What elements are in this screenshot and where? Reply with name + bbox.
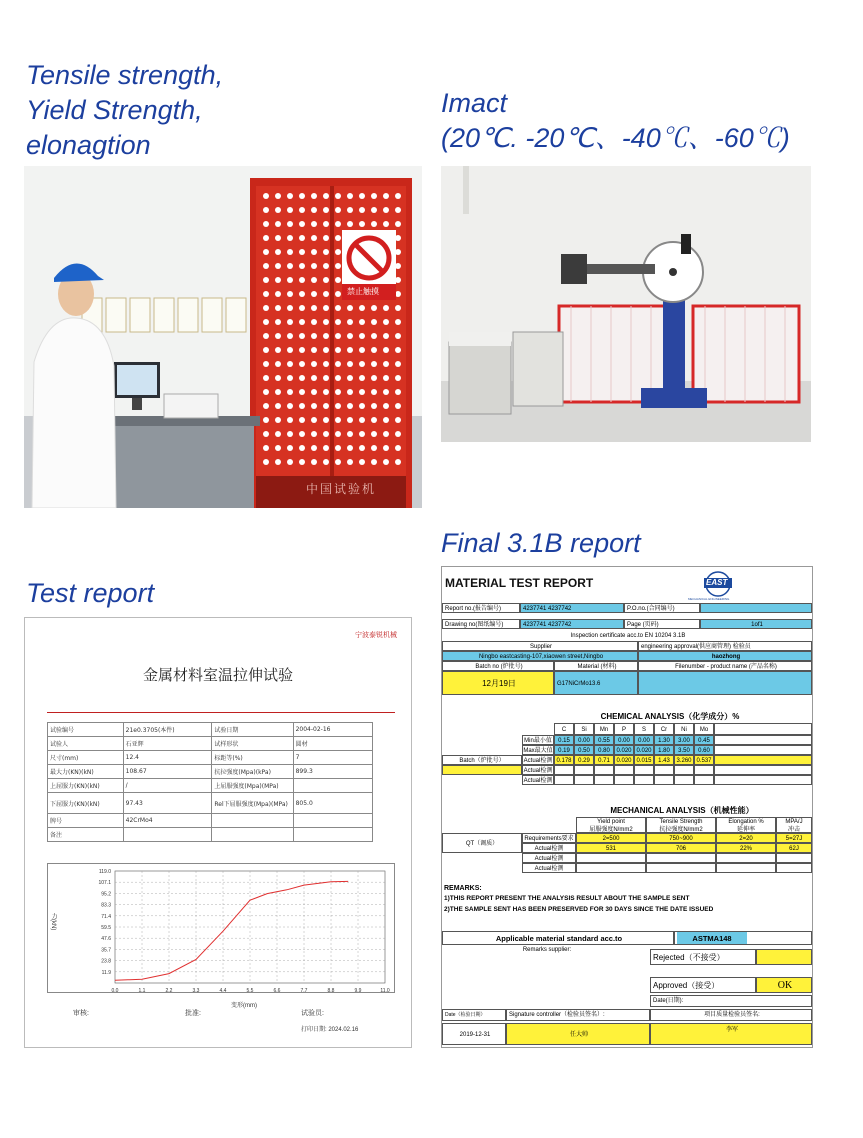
- chem-element-header: C: [554, 723, 574, 735]
- chem-value-cell: 0.29: [574, 755, 594, 765]
- date-value: 2019-12-31: [442, 1023, 506, 1045]
- chem-value-cell: [634, 775, 654, 785]
- report-title: 金属材料室温拉伸试验: [143, 666, 294, 684]
- mech-value-cell: 62J: [776, 843, 812, 853]
- chem-element-header: S: [634, 723, 654, 735]
- sign-text: 禁止触摸: [347, 287, 379, 296]
- chart-y-tick: 35.7: [101, 947, 111, 954]
- material-test-report: [441, 566, 813, 1048]
- mech-value-cell: 2=20: [716, 833, 776, 843]
- chem-value-cell: 3.50: [674, 745, 694, 755]
- rejected-value: [756, 949, 812, 965]
- footer-tester: 试验员:: [301, 1010, 324, 1017]
- chem-row-label: Actual检测: [522, 765, 554, 775]
- report-table-cell: 试验编号: [48, 723, 124, 737]
- chem-value-cell: 0.537: [694, 755, 714, 765]
- page-label: Page (页码): [624, 619, 700, 629]
- chem-value-cell: 0.00: [574, 735, 594, 745]
- chem-value-cell: 0.55: [594, 735, 614, 745]
- heading-tensile: Tensile strength, Yield Strength, elonagtion: [26, 60, 224, 160]
- chem-value-cell: 0.19: [554, 745, 574, 755]
- report-table-cell: Rel下屈服强度(Mpa)(MPa): [212, 793, 293, 814]
- report-table-row: [48, 828, 373, 842]
- applicable-standard-value: [674, 931, 812, 945]
- approval-value: haozhong: [638, 651, 812, 661]
- chem-value-cell: [594, 765, 614, 775]
- chemical-analysis-table: [442, 723, 812, 801]
- report-table-cell: 试样形状: [212, 737, 293, 751]
- photo-tensile-lab: [24, 166, 422, 508]
- chem-value-cell: 3.00: [674, 735, 694, 745]
- batch-label: Batch no (炉批号): [442, 661, 554, 671]
- print-date: 打印日期: 2024.02.16: [301, 1027, 359, 1033]
- report-table-cell: 108.67: [123, 765, 212, 779]
- applicable-standard-label: Applicable material standard acc.to: [442, 931, 674, 945]
- chart-x-tick: 7.7: [300, 988, 308, 994]
- chem-value-cell: 0.020: [614, 755, 634, 765]
- mech-header: Yield point 屈服强度N/mm2: [576, 817, 646, 833]
- chem-row-blank: [714, 765, 812, 775]
- report-table-row: [48, 779, 373, 793]
- remarks-supplier: Remarks supplier:: [522, 947, 572, 953]
- chem-value-cell: 0.60: [694, 745, 714, 755]
- chem-value-cell: [694, 765, 714, 775]
- chem-row-label: Actual检测: [522, 775, 554, 785]
- mech-header: Elongation % 延伸率: [716, 817, 776, 833]
- impact-lab-illustration: [441, 166, 811, 442]
- mech-value-cell: [646, 863, 716, 873]
- chem-row-label: Actual检测: [522, 755, 554, 765]
- report-table-cell: 抗拉强度(Mpa)(kPa): [212, 765, 293, 779]
- chart-x-tick: 2.2: [165, 988, 173, 994]
- report-table-cell: 标距等(%): [212, 751, 293, 765]
- report-table-cell: [123, 828, 212, 842]
- chem-value-cell: [554, 765, 574, 775]
- mechanical-analysis-table: [442, 817, 812, 887]
- heading-test-report: Test report: [26, 578, 155, 608]
- mech-value-cell: 706: [646, 843, 716, 853]
- chem-value-cell: 3.260: [674, 755, 694, 765]
- tensile-test-report: [24, 617, 412, 1048]
- chart-y-tick: 119.0: [98, 869, 111, 875]
- chem-value-cell: 0.00: [634, 735, 654, 745]
- mech-row-label: Actual检测: [522, 843, 576, 853]
- report-table-cell: 805.0: [293, 793, 372, 814]
- mech-header: MPA/J 冲击: [776, 817, 812, 833]
- report-table-row: [48, 723, 373, 737]
- report-no-label: Report no.(报告编号): [442, 603, 520, 613]
- report-table-cell: 7: [293, 751, 372, 765]
- chart-y-tick: 47.6: [101, 936, 111, 943]
- chem-value-cell: 0.50: [574, 745, 594, 755]
- report-table-row: [48, 793, 373, 814]
- chart-x-tick: 11.0: [380, 988, 390, 994]
- east-logo: [700, 570, 736, 598]
- remark-2: 2)THE SAMPLE SENT HAS BEEN PRESERVED FOR 30 DAYS SINCE THE DATE ISSUED: [444, 906, 714, 913]
- po-label: P.O.no.(合同编号): [624, 603, 700, 613]
- drawing-no-value: 4237741 4237742: [520, 619, 624, 629]
- chem-value-cell: [594, 775, 614, 785]
- mech-value-cell: 750~900: [646, 833, 716, 843]
- tensile-lab-illustration: [24, 166, 422, 508]
- mech-value-cell: [776, 853, 812, 863]
- chart-x-tick: 4.4: [219, 988, 227, 994]
- report-table-row: [48, 737, 373, 751]
- report-table-cell: 石亚辉: [123, 737, 212, 751]
- date-label: Date(日期):: [650, 995, 812, 1007]
- report-table-cell: [293, 828, 372, 842]
- chem-batch-label: Batch（炉批号）: [442, 755, 522, 765]
- report-table-cell: 尺寸(mm): [48, 751, 124, 765]
- chart-y-tick: 95.2: [101, 891, 111, 898]
- report-title-rule: [47, 712, 395, 713]
- report-table-cell: 试验日期: [212, 723, 293, 737]
- filenumber-value: [638, 671, 812, 695]
- chem-value-cell: 0.178: [554, 755, 574, 765]
- chart-x-label: 变形(mm): [231, 1003, 257, 1009]
- chem-value-cell: [634, 765, 654, 775]
- date-sig-label: Date（检验日期）: [442, 1009, 506, 1021]
- chem-element-header: Cr: [654, 723, 674, 735]
- mech-value-cell: 5=27J: [776, 833, 812, 843]
- chem-value-cell: [574, 765, 594, 775]
- report-table-cell: /: [123, 779, 212, 793]
- chem-value-cell: 0.71: [594, 755, 614, 765]
- chem-element-header: Si: [574, 723, 594, 735]
- chem-row-label: Max最大值: [522, 745, 554, 755]
- mech-title: MECHANICAL ANALYSIS（机械性能）: [610, 806, 754, 815]
- report-table-cell: 上屈服强度(Mpa)(MPa): [212, 779, 293, 793]
- report-table-cell: 上屈服力(KN)(kN): [48, 779, 124, 793]
- filenumber-label: Filenumber - product name (产品名称): [638, 661, 812, 671]
- report-table-cell: 试验人: [48, 737, 124, 751]
- report-table-cell: [293, 779, 372, 793]
- signature-label: Signature controller（检验员签名）:: [506, 1009, 650, 1021]
- mech-value-cell: [716, 863, 776, 873]
- chem-row-blank: [714, 775, 812, 785]
- chem-row-blank: [714, 735, 812, 745]
- chart-y-tick: 11.9: [101, 969, 111, 976]
- chem-row-blank: [714, 755, 812, 765]
- mtr-title: MATERIAL TEST REPORT: [445, 576, 594, 590]
- chem-value-cell: 0.00: [614, 735, 634, 745]
- chem-row-label: Min最小值: [522, 735, 554, 745]
- chart-y-tick: 23.8: [101, 958, 111, 965]
- report-table-cell: 42CrMo4: [123, 814, 212, 828]
- chem-element-header: Ni: [674, 723, 694, 735]
- mech-value-cell: [646, 853, 716, 863]
- chart-x-tick: 8.8: [327, 988, 335, 994]
- chart-y-tick: 71.4: [101, 913, 111, 920]
- chem-value-cell: [654, 775, 674, 785]
- chem-value-cell: [674, 765, 694, 775]
- chem-value-cell: [694, 775, 714, 785]
- chem-value-cell: 0.020: [614, 745, 634, 755]
- applicable-standard-text: ASTMA148: [677, 932, 747, 945]
- photo-impact-lab: [441, 166, 811, 442]
- report-table-cell: 下屈服力(KN)(kN): [48, 793, 124, 814]
- chem-value-cell: 0.020: [634, 745, 654, 755]
- supplier-value: Ningbo eastcasting-107,xiaowen street,Ningbo: [442, 651, 638, 661]
- po-value: [700, 603, 812, 613]
- chem-value-cell: 1.43: [654, 755, 674, 765]
- mech-value-cell: 531: [576, 843, 646, 853]
- chart-y-label: 力(kN): [50, 913, 56, 931]
- batch-value: 12月19日: [442, 671, 554, 695]
- remark-1: 1)THIS REPORT PRESENT THE ANALYSIS RESULT ABOUT THE SAMPLE SENT: [444, 895, 690, 902]
- chem-batch-value: [442, 765, 522, 775]
- page-value: 1of1: [700, 619, 812, 629]
- chart-x-tick: 9.9: [354, 988, 362, 994]
- report-data-table: [47, 722, 373, 842]
- report-table-cell: 2004-02-16: [293, 723, 372, 737]
- chem-blank-cell: [714, 723, 812, 735]
- mech-row-label: Requirements要求: [522, 833, 576, 843]
- material-label: Material (材料): [554, 661, 638, 671]
- project-sig-value: 李军: [650, 1023, 812, 1045]
- mech-row-label: Actual检测: [522, 863, 576, 873]
- logo-text: EAST: [706, 578, 728, 587]
- chem-value-cell: 1.80: [654, 745, 674, 755]
- heading-final-report: Final 3.1B report: [441, 528, 641, 558]
- signature-value: 任大帅: [506, 1023, 650, 1045]
- report-table-cell: 圆材: [293, 737, 372, 751]
- heading-impact: Imact (20℃. -20℃、-40℃、-60℃): [441, 88, 790, 153]
- report-table-cell: [293, 814, 372, 828]
- drawing-no-label: Drawing no(图纸编号): [442, 619, 520, 629]
- report-no-value: 4237741 4237742: [520, 603, 624, 613]
- report-table-cell: [212, 814, 293, 828]
- report-table-cell: 21e0.3705(本件): [123, 723, 212, 737]
- chem-element-header: P: [614, 723, 634, 735]
- rejected-label: Rejected（不接受）: [650, 949, 756, 965]
- chem-element-header: Mo: [694, 723, 714, 735]
- chem-value-cell: [554, 775, 574, 785]
- logo-sub-text: MECHANICAL ENGINEERING: [688, 597, 730, 601]
- report-table-cell: 备注: [48, 828, 124, 842]
- mech-value-cell: [776, 863, 812, 873]
- approved-label: Approved（接受）: [650, 977, 756, 993]
- chem-row-blank: [714, 745, 812, 755]
- footer-review: 审核:: [73, 1010, 89, 1017]
- chart-x-tick: 3.3: [192, 988, 200, 994]
- supplier-label: Supplier: [442, 641, 638, 651]
- footer-approve: 批准:: [185, 1010, 201, 1017]
- chart-x-tick: 0.0: [111, 988, 119, 994]
- report-table-cell: 12.4: [123, 751, 212, 765]
- approval-label: engineering approval(供应商管理) 检验员: [638, 641, 812, 651]
- remarks-title: REMARKS:: [444, 885, 482, 892]
- chart-y-tick: 107.1: [98, 880, 111, 887]
- chem-value-cell: [674, 775, 694, 785]
- chart-y-tick: 83.3: [101, 902, 111, 909]
- chem-value-cell: 0.45: [694, 735, 714, 745]
- report-table-cell: 牌号: [48, 814, 124, 828]
- chem-element-header: Mn: [594, 723, 614, 735]
- mech-row-label: Actual检测: [522, 853, 576, 863]
- chem-value-cell: 0.015: [634, 755, 654, 765]
- chem-value-cell: 0.80: [594, 745, 614, 755]
- mech-value-cell: [716, 853, 776, 863]
- chart-y-tick: 59.5: [101, 925, 111, 931]
- chem-value-cell: [574, 775, 594, 785]
- material-value: G17NiCrMo13.6: [554, 671, 638, 695]
- mech-header: Tensile Strength 抗拉强度N/mm2: [646, 817, 716, 833]
- report-table-cell: 899.3: [293, 765, 372, 779]
- report-table-cell: 97.43: [123, 793, 212, 814]
- report-table-row: [48, 765, 373, 779]
- force-deformation-chart: [47, 863, 393, 1013]
- inspection-cert: Inspection certificate acc.to EN 10204 3.1B: [570, 633, 686, 639]
- chart-x-tick: 5.5: [246, 988, 254, 994]
- approved-value: OK: [756, 977, 812, 993]
- report-table-row: [48, 751, 373, 765]
- mech-value-cell: [576, 853, 646, 863]
- report-table-row: [48, 814, 373, 828]
- force-deformation-curve: [115, 881, 348, 980]
- chem-value-cell: 1.30: [654, 735, 674, 745]
- report-table-cell: [212, 828, 293, 842]
- report-table-cell: 最大力(KN)(kN): [48, 765, 124, 779]
- report-company: 宁波泰锐机械: [355, 632, 397, 639]
- chem-value-cell: [614, 775, 634, 785]
- project-sig-label: 项目质量检验员签名:: [650, 1009, 812, 1021]
- chem-title: CHEMICAL ANALYSIS（化学成分）%: [600, 712, 740, 721]
- chem-value-cell: [614, 765, 634, 775]
- chart-x-tick: 1.1: [138, 988, 146, 994]
- mech-value-cell: 2=500: [576, 833, 646, 843]
- chart-x-tick: 6.6: [273, 988, 281, 994]
- mech-value-cell: 22%: [716, 843, 776, 853]
- chem-value-cell: [654, 765, 674, 775]
- mech-value-cell: [576, 863, 646, 873]
- machine-brand-text: 中国试验机: [306, 482, 377, 496]
- mech-qt-label: QT（调质）: [442, 833, 522, 853]
- chem-value-cell: 0.15: [554, 735, 574, 745]
